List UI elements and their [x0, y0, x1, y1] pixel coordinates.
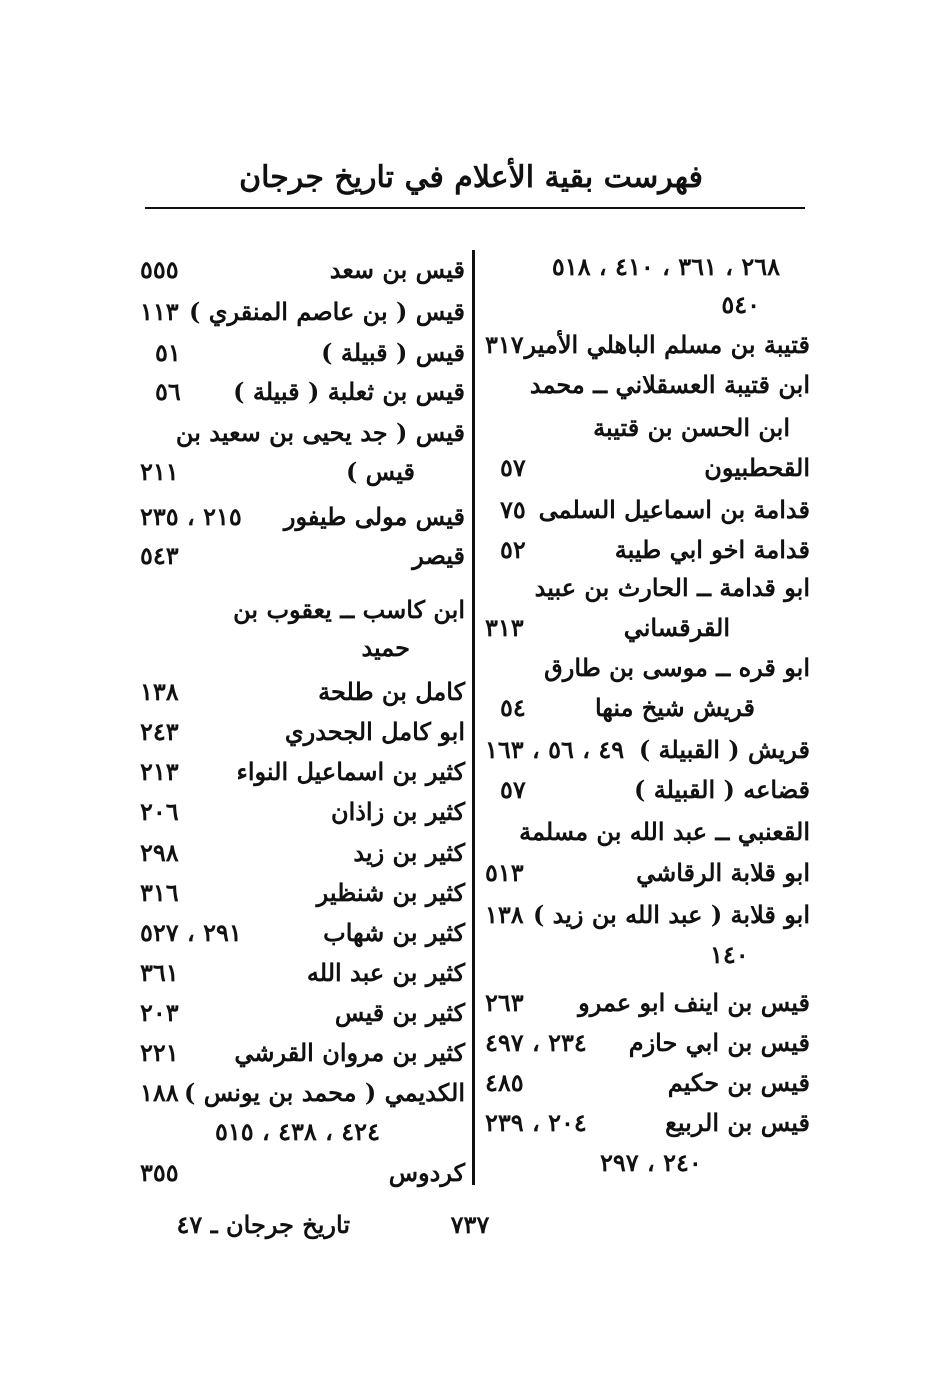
page-refs: ٢٠٤ ، ٢٣٩	[485, 1108, 587, 1137]
entry-name: كثير بن شنظير	[316, 878, 465, 907]
entry-name: قدامة اخو ابي طيبة	[614, 535, 810, 564]
entry-name: قيس ( قبيلة )	[321, 338, 465, 367]
page-refs: ٥١	[155, 338, 181, 367]
list-item	[135, 497, 465, 537]
page-refs: ٥٤٣	[140, 541, 179, 570]
list-item	[135, 672, 465, 712]
list-item	[135, 292, 465, 332]
page-refs: ٢١٣	[140, 757, 179, 786]
entry-name: قيس ( جد يحيى بن سعيد بن	[175, 418, 465, 447]
list-item	[135, 250, 465, 290]
entry-name: القعنبي ــ عبد الله بن مسلمة	[519, 817, 810, 846]
entry-name: كثير بن زاذان	[330, 797, 465, 826]
entry-name: قيس )	[345, 457, 415, 486]
entry-name: كثير بن قيس	[334, 998, 465, 1027]
page-refs: ٧٥	[500, 495, 526, 524]
list-item	[135, 1153, 465, 1193]
entry-name: كثير بن مروان القرشي	[234, 1038, 465, 1067]
entry-name: قضاعه ( القبيلة )	[634, 775, 810, 804]
list-item	[135, 590, 465, 630]
entry-name: حميد	[361, 633, 410, 662]
page-refs: ٥٧	[500, 453, 526, 482]
entry-name: قيس بن سعد	[329, 255, 465, 284]
page-refs: ٥٦	[155, 377, 181, 406]
entry-name: قيس بن ابي حازم	[628, 1028, 810, 1057]
page-refs: ١١٣	[140, 297, 179, 326]
page-number: ٧٣٧	[450, 1210, 490, 1239]
entry-name: قيس بن اينف ابو عمرو	[578, 988, 810, 1017]
entry-name: الكديمي ( محمد بن يونس )	[183, 1078, 465, 1107]
entry-name: كثير بن اسماعيل النواء	[236, 757, 465, 786]
page-refs: ٢٤٠ ، ٢٩٧	[600, 1148, 702, 1177]
page-refs: ٢٣٤ ، ٤٩٧	[485, 1028, 587, 1057]
page-title: فهرست بقية الأعلام في تاريخ جرجان	[239, 160, 703, 195]
entry-name: كثير بن زيد	[353, 838, 465, 867]
entry-name: ابو قدامة ــ الحارث بن عبيد	[534, 573, 810, 602]
entry-name: كثير بن شهاب	[323, 918, 465, 947]
list-item	[135, 372, 465, 412]
list-item	[135, 628, 465, 668]
footer-book-title: تاريخ جرجان ـ ٤٧	[176, 1210, 350, 1239]
entry-name: ابو كامل الجحدري	[284, 717, 465, 746]
entry-name: ابن قتيبة العسقلاني ــ محمد	[529, 370, 810, 399]
page-refs: ٢١٥ ، ٢٣٥	[140, 502, 242, 531]
page-refs: ٥٢	[500, 535, 526, 564]
entry-name: قيس بن ثعلبة ( قبيلة )	[233, 377, 465, 406]
list-item	[135, 536, 465, 576]
entry-name: قيس بن حكيم	[667, 1068, 810, 1097]
list-item	[135, 913, 465, 953]
list-item	[135, 792, 465, 832]
list-item	[135, 452, 465, 492]
page-refs: ٥٤	[500, 693, 526, 722]
entry-name: ابن كاسب ــ يعقوب بن	[233, 595, 465, 624]
entry-name: ابن الحسن بن قتيبة	[593, 413, 790, 442]
page-refs: ٢٤٣	[140, 717, 179, 746]
entry-name: ابو قلابة ( عبد الله بن زيد )	[532, 900, 810, 929]
entry-name: القرقساني	[623, 613, 730, 642]
page-refs: ٣١٦	[140, 878, 179, 907]
entry-name: قدامة بن اسماعيل السلمى	[538, 495, 810, 524]
page-refs: ٣١٣	[485, 613, 524, 642]
list-item	[135, 333, 465, 373]
page-refs: ٢٩٨	[140, 838, 179, 867]
entry-name: القحطبيون	[704, 453, 810, 482]
page-refs: ٥٤٠	[721, 290, 760, 319]
entry-name: قريش ( القبيلة )	[638, 735, 810, 764]
page-refs: ٣٥٥	[140, 1158, 179, 1187]
page-refs: ٥٥٥	[140, 255, 179, 284]
entry-name: قيس ( بن عاصم المنقري )	[189, 297, 465, 326]
list-item	[135, 413, 465, 453]
list-item	[135, 752, 465, 792]
entry-name: كثير بن عبد الله	[306, 958, 465, 987]
page-refs: ٢٩١ ، ٥٢٧	[140, 918, 242, 947]
page-refs: ١٨٨	[140, 1078, 179, 1107]
list-item	[135, 873, 465, 913]
page-refs: ٢١١	[140, 457, 179, 486]
page-refs: ٣٦١	[140, 958, 179, 987]
list-item	[135, 712, 465, 752]
page-refs: ٣١٧	[485, 330, 524, 359]
page-refs: ٥١٣	[485, 858, 524, 887]
entry-name: كامل بن طلحة	[318, 677, 465, 706]
page-refs: ٢٠٦	[140, 797, 179, 826]
page-refs: ١٣٨	[485, 900, 524, 929]
list-item	[135, 1073, 465, 1113]
entry-name: ابو قره ــ موسى بن طارق	[544, 653, 810, 682]
page-refs: ٢٦٣	[485, 988, 524, 1017]
entry-name: قيس مولى طيفور	[283, 502, 465, 531]
entry-name: قيصر	[412, 541, 465, 570]
page-refs: ٤٢٤ ، ٤٣٨ ، ٥١٥	[215, 1117, 380, 1146]
entry-name: كردوس	[388, 1158, 465, 1187]
page-refs: ٢٢١	[140, 1038, 179, 1067]
entry-name: قريش شيخ منها	[594, 693, 755, 722]
entry-name: قيس بن الربيع	[665, 1108, 810, 1137]
entry-name: ابو قلابة الرقاشي	[636, 858, 810, 887]
list-item	[135, 1033, 465, 1073]
page-refs: ١٣٨	[140, 677, 179, 706]
page-refs: ٤٨٥	[485, 1068, 524, 1097]
list-item	[135, 1112, 465, 1152]
page-refs: ١٤٠	[710, 940, 749, 969]
list-item	[135, 833, 465, 873]
list-item	[135, 953, 465, 993]
list-item	[135, 993, 465, 1033]
entry-name: قتيبة بن مسلم الباهلي الأمير	[524, 330, 810, 359]
page-refs: ٢٠٣	[140, 998, 179, 1027]
page-refs: ٥٧	[500, 775, 526, 804]
page-refs: ٤٩ ، ٥٦ ، ١٦٣	[485, 735, 625, 764]
page-refs: ٢٦٨ ، ٣٦١ ، ٤١٠ ، ٥١٨	[551, 252, 780, 281]
